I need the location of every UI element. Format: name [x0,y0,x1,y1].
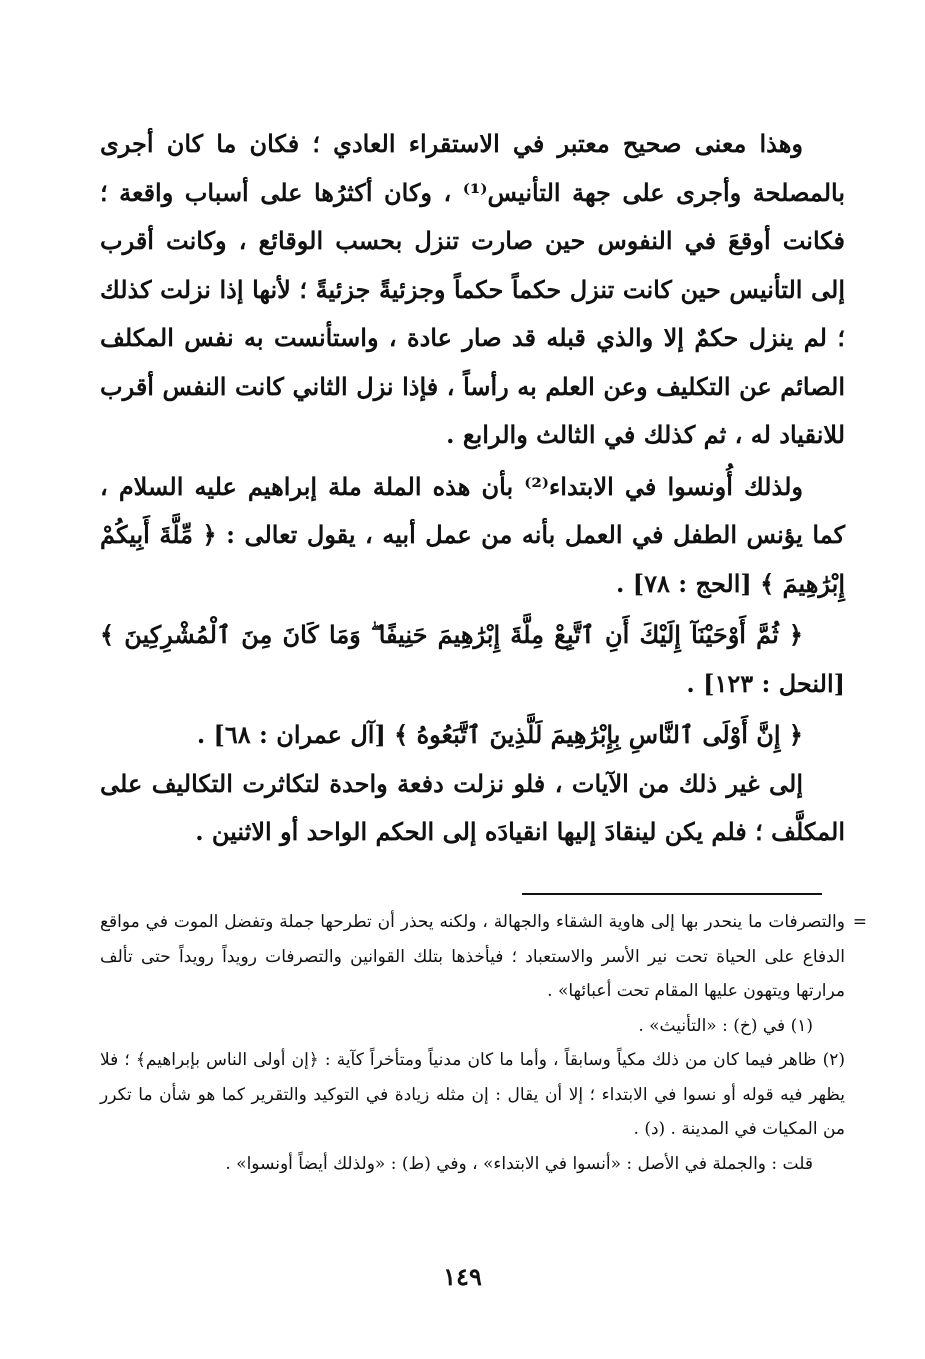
quran-verse-1: ﴿ ثُمَّ أَوْحَيْنَآ إِلَيْكَ أَنِ ٱتَّبِعْ مِلَّةَ إِبْرَٰهِيمَ حَنِيفًا ۖ وَمَا كَانَ مِنَ ٱلْمُشْرِكِينَ ﴾ [النحل : ١٢٣] . [100,620,845,698]
paragraph-5: إلى غير ذلك من الآيات ، فلو نزلت دفعة واحدة لتكاثرت التكاليف على المكلَّف ؛ فلم يكن لينقادَ إليها انقيادَه إلى الحكم الواحد أو الاثنين . [100,768,845,846]
paragraph-2: ولذلك أُونسوا في الابتداء⁽²⁾ بأن هذه الملة ملة إبراهيم عليه السلام ، كما يؤنس الطفل في العمل بأنه من عمل أبيه ، يقول تعالى : ﴿ مِّلَّةَ أَبِيكُمْ إِبْرَٰهِيمَ ﴾ [الحج : ٧٨] . [100,471,845,598]
footnote-separator [522,893,822,895]
main-text [100,120,845,857]
continuation-mark: = [852,912,867,932]
footnote-2-note: قلت : والجملة في الأصل : «أنسوا في الابتداء» ، وفي (ط) : «ولذلك أيضاً أونسوا» . [225,1153,813,1174]
footnote-continuation-text: والتصرفات ما ينحدر بها إلى هاوية الشقاء والجهالة ، ولكنه يحذر أن تطرحها جملة وتفضل الموت في مواقع الدفاع على الحياة تحت نير الأسر والاستعباد ؛ فيأخذها بتلك القوانين والتصرفات رويداً رويداً حتى تألف مرارتها ويتهون عليها المقام تحت أعبائها» . [100,912,845,1001]
footnote-2: (٢) ظاهر فيما كان من ذلك مكياً وسابقاً ، وأما ما كان مدنياً ومتأخراً كآية : ﴿إن أولى الناس بإبراهيم﴾ ؛ فلا يظهر فيه قوله أو نسوا في الابتداء ؛ إلا أن يقال : إن مثله زيادة في التوكيد والتقرير كما هو شأن ما تكرر من المكيات في المدينة . (د) . [100,1050,845,1139]
paragraph-1: وهذا معنى صحيح معتبر في الاستقراء العادي ؛ فكان ما كان أجرى بالمصلحة وأجرى على جهة التأنيس⁽¹⁾ ، وكان أكثرُها على أسباب واقعة ؛ فكانت أوقعَ في النفوس حين صارت تنزل بحسب الوقائع ، وكانت أقرب إلى التأنيس حين كانت تنزل حكماً حكماً وجزئيةً جزئيةً ؛ لأنها إذا نزلت كذلك ؛ لم ينزل حكمٌ إلا والذي قبله قد صار عادة ، واستأنست به نفس المكلف الصائم عن التكليف وعن العلم به رأساً ، فإذا نزل الثاني كانت النفس أقرب للانقياد له ، ثم كذلك في الثالث والرابع . [100,129,846,449]
footnotes [100,905,867,1181]
footnote-1: (١) في (خ) : «التأنيث» . [638,1015,813,1036]
footnote-continuation [100,905,867,1009]
page-number: ١٤٩ [443,1262,482,1291]
quran-verse-2: ﴿ إِنَّ أَوْلَى ٱلنَّاسِ بِإِبْرَٰهِيمَ لَلَّذِينَ ٱتَّبَعُوهُ ﴾ [آل عمران : ٦٨] . [196,720,803,749]
